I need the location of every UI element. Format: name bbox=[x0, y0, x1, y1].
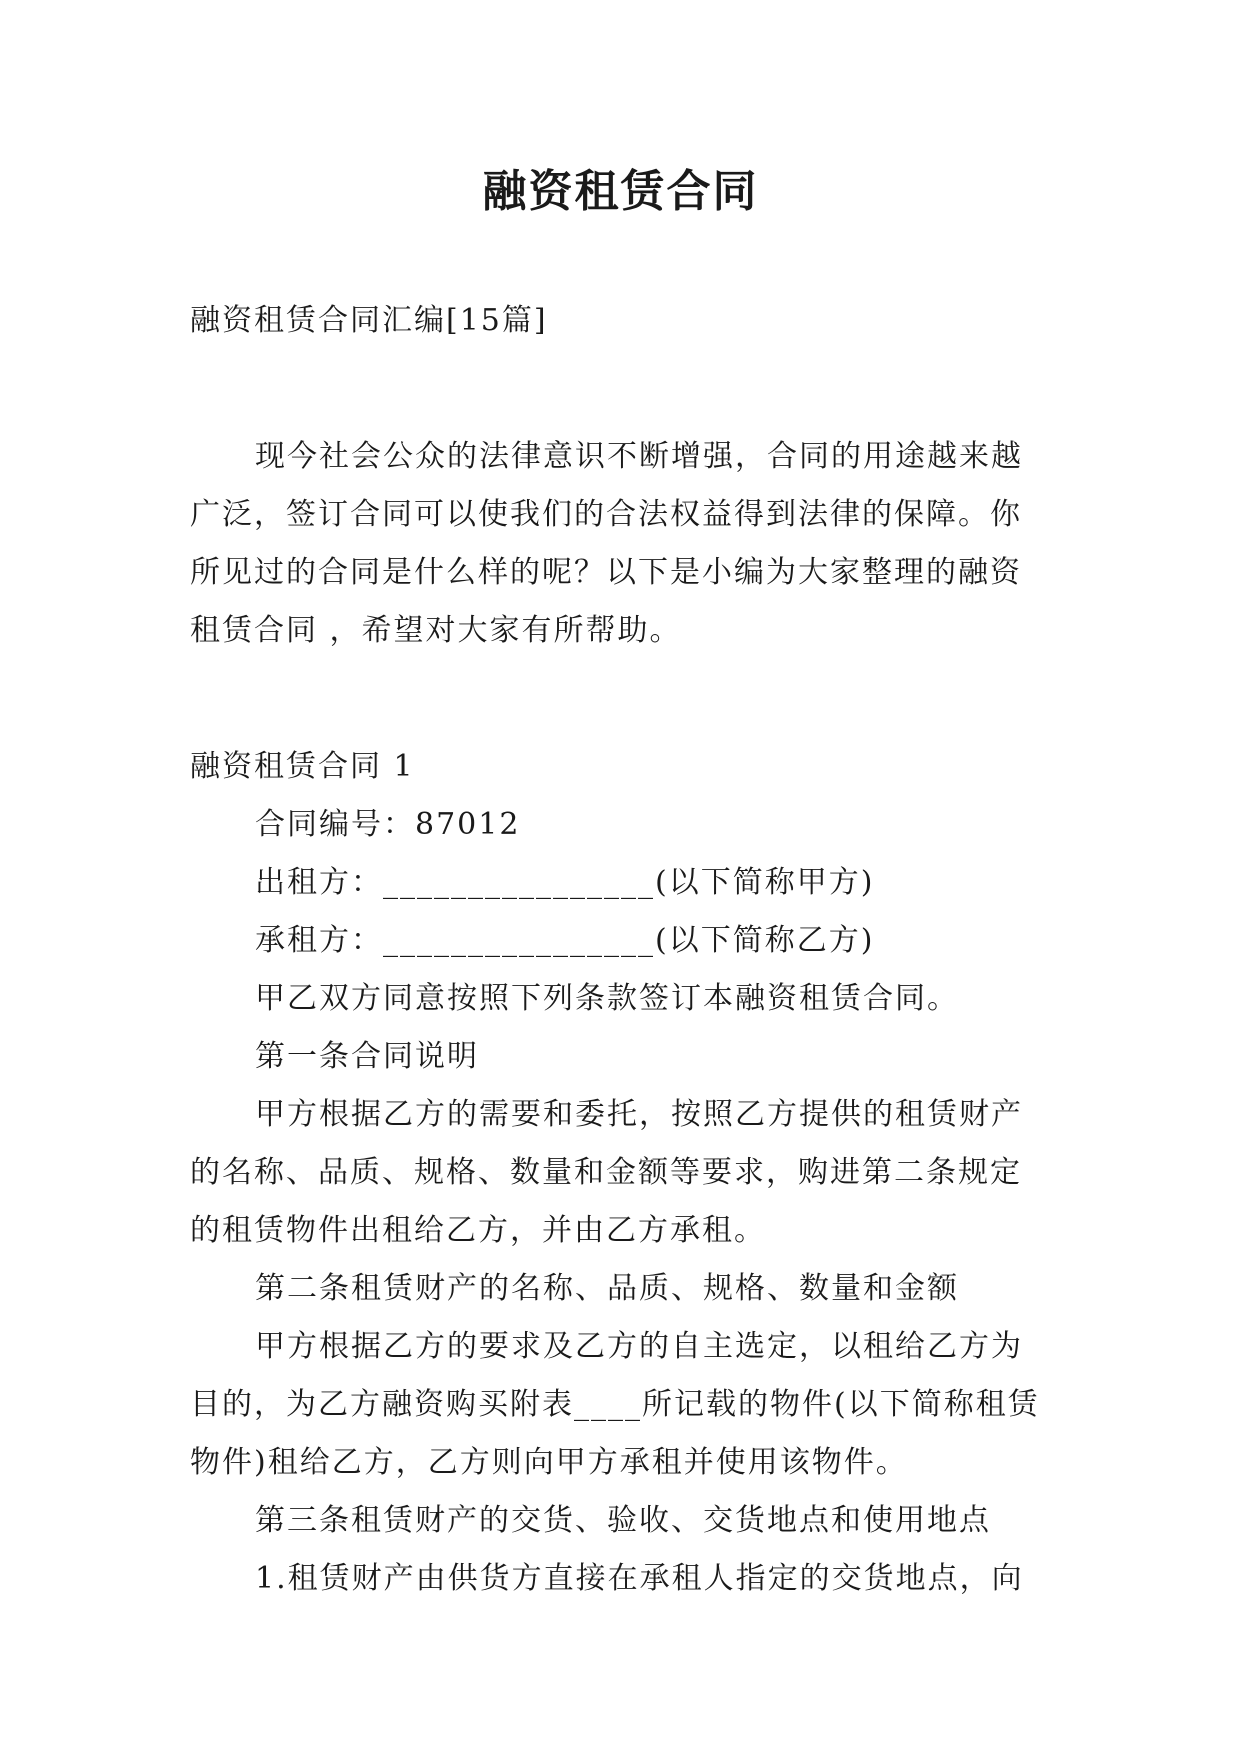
article2-title: 第二条租赁财产的名称、品质、规格、数量和金额 bbox=[255, 1271, 959, 1306]
agreement-line: 甲乙双方同意按照下列条款签订本融资租赁合同。 bbox=[255, 981, 959, 1016]
lessor-line: 出租方：________________(以下简称甲方) bbox=[255, 865, 875, 900]
article1-title: 第一条合同说明 bbox=[255, 1039, 479, 1074]
spacer bbox=[190, 660, 1052, 738]
document-body bbox=[190, 292, 1052, 1608]
article1-text: 甲方根据乙方的需要和委托，按照乙方提供的租赁财产的名称、品质、规格、数量和金额等要求，购进第二条规定的租赁物件出租给乙方，并由乙方承租。 bbox=[190, 1097, 1023, 1248]
article3-title: 第三条租赁财产的交货、验收、交货地点和使用地点 bbox=[255, 1503, 991, 1538]
contract-number: 合同编号：87012 bbox=[255, 807, 521, 842]
intro-paragraph: 现今社会公众的法律意识不断增强，合同的用途越来越广泛，签订合同可以使我们的合法权益得到法律的保障。你所见过的合同是什么样的呢？以下是小编为大家整理的融资租赁合同 ，希望对大家有所帮助。 bbox=[190, 439, 1023, 648]
article3-item1: 1.租赁财产由供货方直接在承租人指定的交货地点，向 bbox=[255, 1561, 1024, 1596]
spacer bbox=[190, 350, 1052, 428]
subtitle: 融资租赁合同汇编[15篇] bbox=[190, 303, 548, 338]
article2-text: 甲方根据乙方的要求及乙方的自主选定，以租给乙方为目的，为乙方融资购买附表____所记载的物件(以下简称租赁物件)租给乙方，乙方则向甲方承租并使用该物件。 bbox=[190, 1329, 1040, 1480]
contract-heading: 融资租赁合同 1 bbox=[190, 749, 415, 784]
document-title: 融资租赁合同 bbox=[482, 166, 759, 217]
lessee-line: 承租方：________________(以下简称乙方) bbox=[255, 923, 875, 958]
